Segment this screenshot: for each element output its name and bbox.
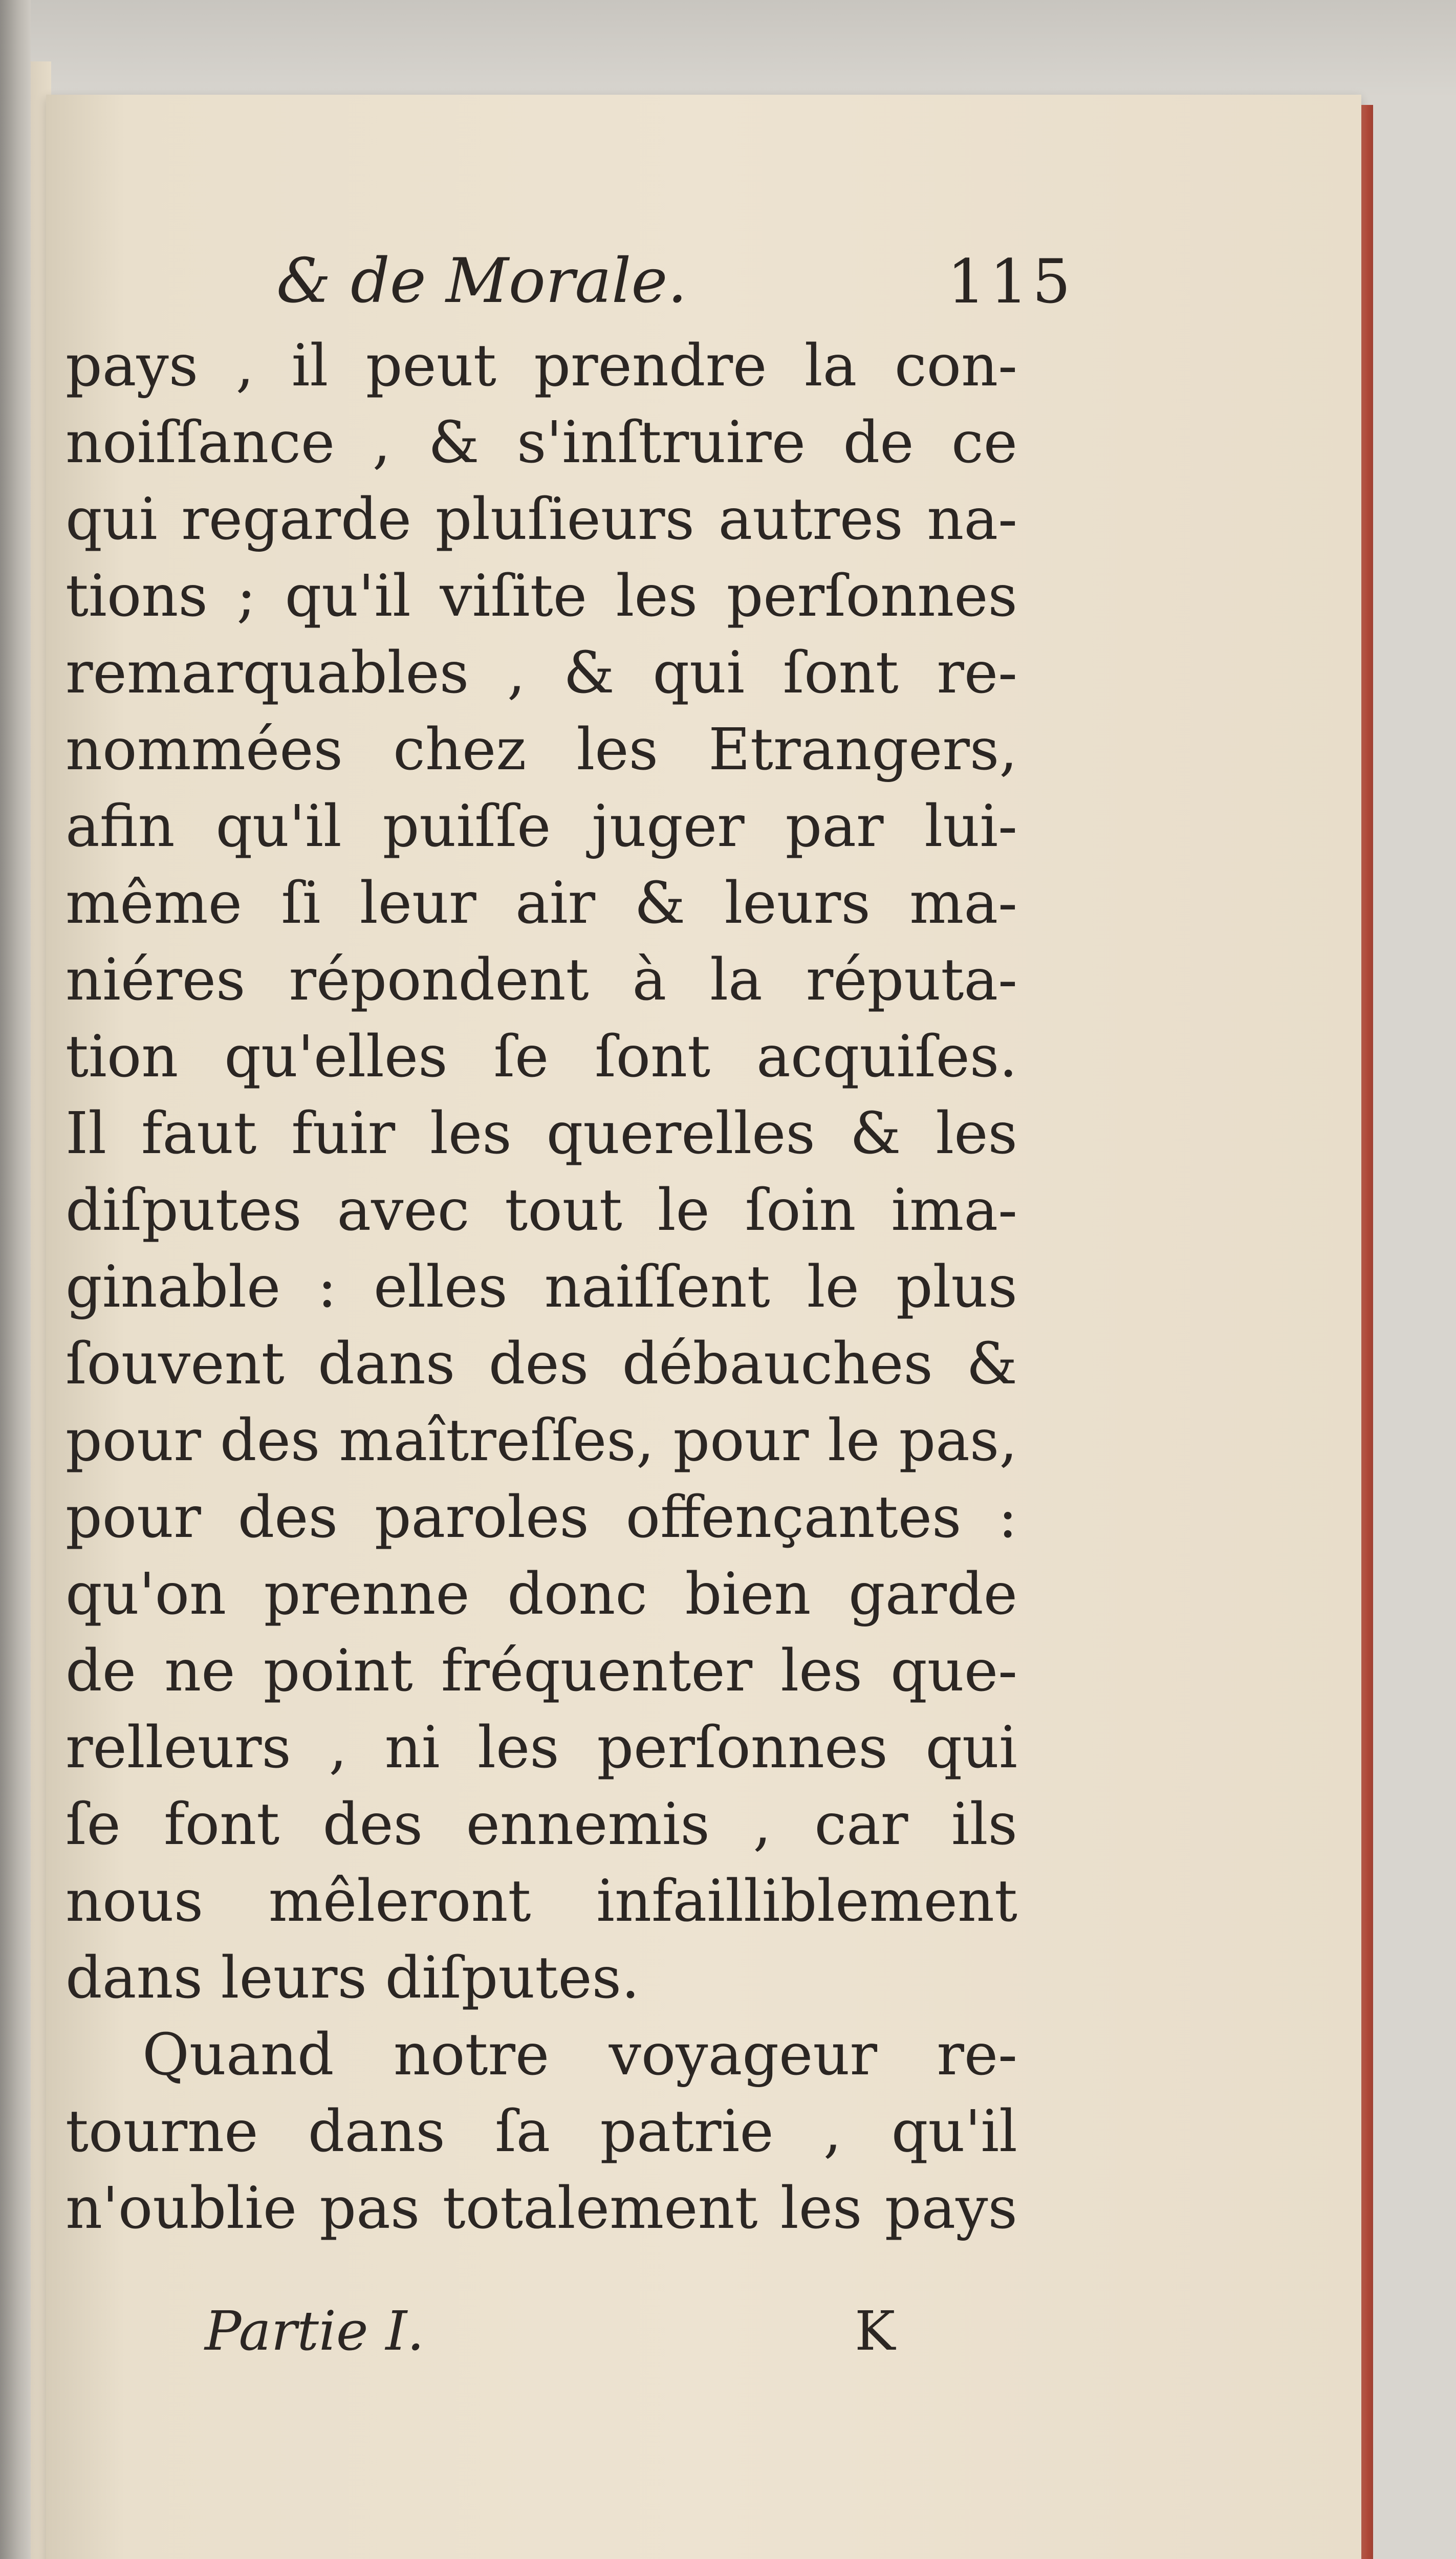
- text-line: niéres répondent à la réputa-: [66, 947, 1017, 1013]
- text-line: qui regarde pluſieurs autres na-: [66, 486, 1017, 553]
- running-header: [276, 241, 1075, 322]
- top-shadow: [0, 0, 1456, 97]
- text-line: afin qu'il puiſſe juger par lui-: [66, 793, 1017, 860]
- text-line-paragraph-start: Quand notre voyageur re-: [142, 2022, 1017, 2088]
- text-line: nous mêleront infailliblement: [66, 1868, 1017, 1935]
- text-line: noiſſance , & s'inſtruire de ce: [66, 409, 1017, 476]
- text-line: dans leurs diſputes.: [66, 1945, 640, 2011]
- text-line: tions ; qu'il viſite les perſonnes: [66, 563, 1017, 630]
- text-line: remarquables , & qui ſont re-: [66, 640, 1017, 706]
- running-title: & de Morale.: [276, 246, 687, 317]
- signature-mark: Partie I.: [205, 2300, 424, 2362]
- text-line: tourne dans ſa patrie , qu'il: [66, 2098, 1017, 2165]
- text-body: [66, 328, 1017, 2247]
- text-line: relleurs , ni les perſonnes qui: [66, 1715, 1017, 1781]
- text-line: ſe font des ennemis , car ils: [66, 1791, 1017, 1858]
- text-line: ſouvent dans des débauches &: [66, 1331, 1017, 1397]
- text-line: Il faut fuir les querelles & les: [66, 1100, 1017, 1167]
- text-line: ginable : elles naiſſent le plus: [66, 1254, 1017, 1320]
- text-line: n'oublie pas totalement les pays: [66, 2175, 1017, 2242]
- text-line: pour des paroles offençantes :: [66, 1484, 1017, 1551]
- text-line: tion qu'elles ſe ſont acquiſes.: [66, 1024, 1017, 1090]
- page-footer: [205, 2293, 921, 2370]
- text-line: nommées chez les Etrangers,: [66, 717, 1017, 783]
- text-line: diſputes avec tout le ſoin ima-: [66, 1177, 1017, 1244]
- text-line: même ſi leur air & leurs ma-: [66, 870, 1017, 937]
- catchword: K: [855, 2300, 896, 2362]
- text-line: de ne point fréquenter les que-: [66, 1638, 1017, 1704]
- text-line: pays , il peut prendre la con-: [66, 333, 1017, 399]
- page-number: 115: [947, 246, 1075, 317]
- book-binding: [0, 0, 31, 2559]
- text-line: qu'on prenne donc bien garde: [66, 1561, 1017, 1628]
- text-line: pour des maîtreſſes, pour le pas,: [66, 1407, 1017, 1474]
